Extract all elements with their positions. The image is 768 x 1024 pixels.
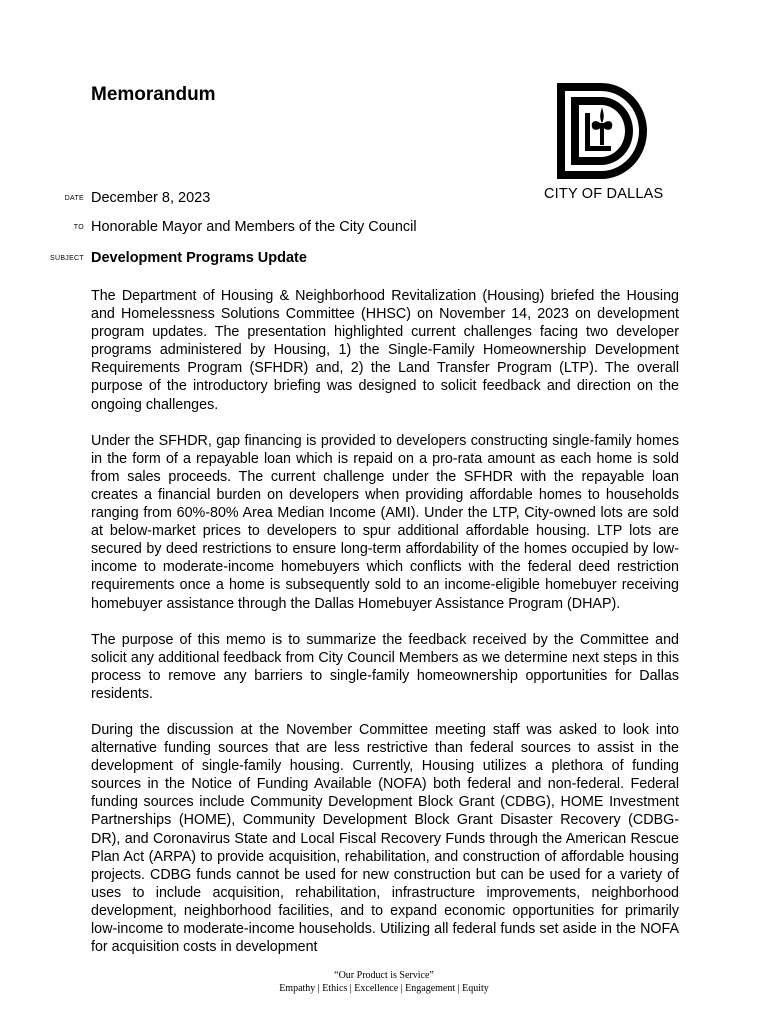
subject-value: Development Programs Update xyxy=(91,250,307,266)
body-paragraph: The purpose of this memo is to summarize the feedback received by the Committee and solicit any additional feedback from City Council Members as we determine next steps in this process to remove any barriers to single-family homeownership opportunities for Dallas residents. xyxy=(91,631,679,702)
memo-title: Memorandum xyxy=(91,84,216,105)
city-of-dallas-logo xyxy=(557,83,649,179)
footer-values: Empathy | Ethics | Excellence | Engagement | Equity xyxy=(279,983,489,994)
subject-label: SUBJECT xyxy=(50,255,84,262)
to-value: Honorable Mayor and Members of the City Council xyxy=(91,219,417,235)
to-label: TO xyxy=(73,224,84,231)
date-label: DATE xyxy=(64,195,84,202)
body-paragraph: The Department of Housing & Neighborhood Revitalization (Housing) briefed the Housing and Homelessness Solutions Committee (HHSC) on November 14, 2023 on development program updates. The presentation highlighted current challenges facing two developer programs administered by Housing, 1) the Single-Family Homeownership Development Requirements Program (SFHDR) and, 2) the Land Transfer Program (LTP). The overall purpose of the introductory briefing was designed to solicit feedback and direction on the ongoing challenges. xyxy=(91,288,679,413)
date-value: December 8, 2023 xyxy=(91,190,211,206)
memo-body xyxy=(91,287,679,974)
city-name: CITY OF DALLAS xyxy=(544,186,664,202)
body-paragraph: Under the SFHDR, gap financing is provided to developers constructing single-family homes in the form of a repayable loan which is repaid on a pro-rata amount as each home is sold from sales proceeds. The current challenge under the SFHDR with the repayable loan creates a financial burden on developers when providing affordable homes to households ranging from 60%-80% Area Median Income (AMI). Under the LTP, City-owned lots are sold at below-market prices to developers to spur additional affordable housing. LTP lots are secured by deed restrictions to ensure long-term affordability of the homes occupied by low-income to moderate-income homebuyers which conflicts with the federal deed restriction requirements once a home is subsequently sold to an income-eligible homebuyer receiving homebuyer assistance through the Dallas Homebuyer Assistance Program (DHAP). xyxy=(91,432,679,612)
footer xyxy=(0,969,768,995)
footer-motto: “Our Product is Service” xyxy=(334,970,434,981)
body-paragraph: During the discussion at the November Committee meeting staff was asked to look into alternative funding sources that are less restrictive than federal sources to assist in the development of single-family housing. Currently, Housing utilizes a plethora of funding sources in the Notice of Funding Available (NOFA) both federal and non-federal. Federal funding sources include Community Development Block Grant (CDBG), HOME Investment Partnerships (HOME), Community Development Block Grant Disaster Recovery (CDBG-DR), and Coronavirus State and Local Fiscal Recovery Funds through the American Rescue Plan Act (ARPA) to provide acquisition, rehabilitation, and construction of affordable housing projects. CDBG funds cannot be used for new construction but can be used for a variety of uses to include acquisition, rehabilitation, infrastructure improvements, neighborhood development, neighborhood facilities, and to expand economic opportunities for primarily low-income to moderate-income households. Utilizing all federal funds set aside in the NOFA for acquisition costs in development xyxy=(91,721,679,956)
